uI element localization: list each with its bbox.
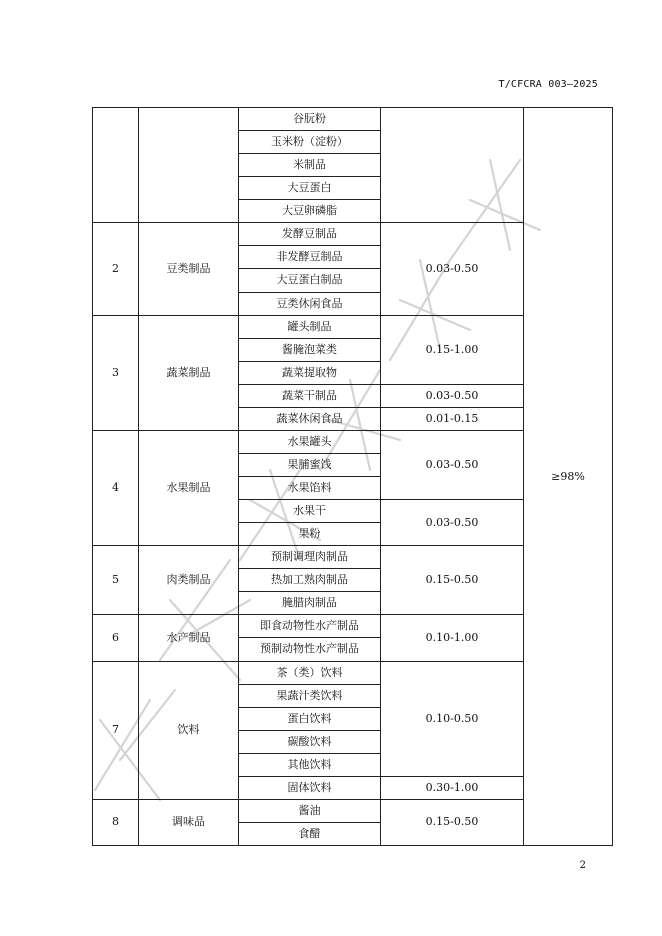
food-item-cell: 玉米粉（淀粉） [239,131,381,154]
range-cell: 0.03-0.50 [381,223,524,315]
range-cell: 0.10-1.00 [381,615,524,661]
spec-table-body [93,108,613,846]
range-cell [381,108,524,223]
food-item-cell: 果脯蜜饯 [239,453,381,476]
row-number-cell: 6 [93,615,139,661]
range-cell: 0.30-1.00 [381,776,524,799]
row-number-cell: 5 [93,546,139,615]
row-number-cell: 3 [93,315,139,430]
purity-cell: ≥98% [524,108,613,846]
range-cell: 0.01-0.15 [381,407,524,430]
food-item-cell: 大豆卵磷脂 [239,200,381,223]
category-cell: 豆类制品 [139,223,239,315]
table-row [93,108,613,131]
food-item-cell: 罐头制品 [239,315,381,338]
food-item-cell: 腌腊肉制品 [239,592,381,615]
spec-table [92,107,613,846]
row-number-cell [93,108,139,223]
food-item-cell: 蛋白饮料 [239,707,381,730]
food-item-cell: 大豆蛋白制品 [239,269,381,292]
row-number-cell: 2 [93,223,139,315]
food-item-cell: 果粉 [239,523,381,546]
food-item-cell: 蔬菜提取物 [239,361,381,384]
food-item-cell: 水果罐头 [239,430,381,453]
food-item-cell: 非发酵豆制品 [239,246,381,269]
food-item-cell: 豆类休闲食品 [239,292,381,315]
food-item-cell: 碳酸饮料 [239,730,381,753]
row-number-cell: 4 [93,430,139,545]
food-item-cell: 食醋 [239,822,381,845]
range-cell: 0.10-0.50 [381,661,524,776]
food-item-cell: 预制动物性水产制品 [239,638,381,661]
row-number-cell: 7 [93,661,139,799]
range-cell: 0.15-0.50 [381,799,524,845]
food-item-cell: 水果干 [239,500,381,523]
food-item-cell: 酱油 [239,799,381,822]
food-item-cell: 其他饮料 [239,753,381,776]
range-cell: 0.03-0.50 [381,384,524,407]
food-item-cell: 酱腌泡菜类 [239,338,381,361]
food-item-cell: 谷朊粉 [239,108,381,131]
food-item-cell: 水果馅料 [239,477,381,500]
range-cell: 0.15-1.00 [381,315,524,384]
food-item-cell: 即食动物性水产制品 [239,615,381,638]
food-item-cell: 米制品 [239,154,381,177]
food-item-cell: 预制调理肉制品 [239,546,381,569]
category-cell: 饮料 [139,661,239,799]
food-item-cell: 发酵豆制品 [239,223,381,246]
range-cell: 0.03-0.50 [381,430,524,499]
category-cell: 水果制品 [139,430,239,545]
food-item-cell: 蔬菜干制品 [239,384,381,407]
document-code: T/CFCRA 003—2025 [498,79,598,90]
category-cell [139,108,239,223]
food-item-cell: 固体饮料 [239,776,381,799]
food-item-cell: 果蔬汁类饮料 [239,684,381,707]
food-item-cell: 热加工熟肉制品 [239,569,381,592]
category-cell: 水产制品 [139,615,239,661]
food-item-cell: 茶（类）饮料 [239,661,381,684]
food-item-cell: 大豆蛋白 [239,177,381,200]
food-item-cell: 蔬菜休闲食品 [239,407,381,430]
category-cell: 肉类制品 [139,546,239,615]
category-cell: 蔬菜制品 [139,315,239,430]
row-number-cell: 8 [93,799,139,845]
category-cell: 调味品 [139,799,239,845]
range-cell: 0.03-0.50 [381,500,524,546]
range-cell: 0.15-0.50 [381,546,524,615]
page-number: 2 [579,860,586,871]
